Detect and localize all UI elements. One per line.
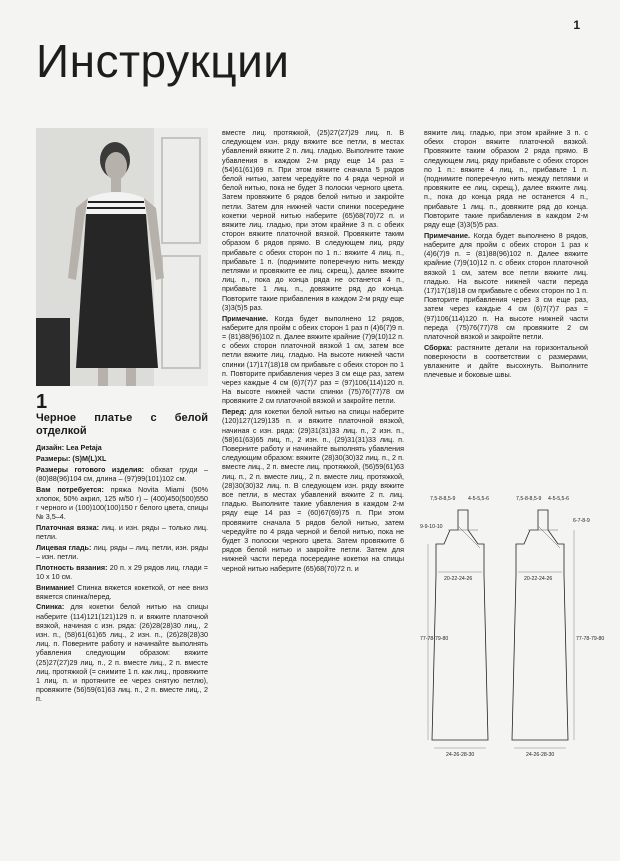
dim-label: 77-78-79-80: [420, 636, 449, 642]
paragraph: Перед: для кокетки белой нитью на спицы наберите (120)127(129)135 п. и вяжите платочной вязкой, начиная с изн. ряда: (29)31(31)33 лиц. п., 2 изн. п., (58)61(63)65 лиц. п., 2 изн. п., (29)31(31)33 лиц. п. Поверните работу и начинайте выполнять убавления следующим образом: вяжите (28)30(30)32 лиц. п., 2 п. вместе лиц., 2 п. вместе лиц. протяжкой, (56)59(61)63 лиц. п., 2 п. вместе лиц., 2 п. вместе лиц. протяжкой, (28)30(30)32 лиц. п. В следующем изн. ряду вяжите все петли, в местах убавлений вяжите 2 п. лиц. гладью. Выполните такие убавления в каждом 2-м ряду еще 14 раз = (60)67(69)75 п. При этом провяжите сначала 5 рядов белой нитью, затем чередуйте по 4 ряда черной и белой нитью, пока не будет 3 полоски черного цвета. Затем провяжите 6 рядов белой нитью и закройте петли. Затем для нижней части переда посередине кокетки на спицы черной нитью наберите (65)68(70)72 п. и: [222, 407, 404, 573]
back-schematic: [428, 510, 488, 748]
item-number: 1: [36, 391, 48, 413]
column-2: [222, 128, 404, 574]
design-line: Дизайн: Lea Petaja: [36, 443, 102, 453]
column-1: [36, 391, 209, 705]
dim-label: 24-26-28-30: [446, 752, 475, 758]
dim-label: 77-78-79-80: [576, 636, 605, 642]
paragraph: Примечание. Когда будет выполнено 12 рядов, наберите для пройм с обеих сторон 1 раз п (4)6(7)9 п. = (81)88(96)102 п. Далее вяжите крайние (7)9(10)12 п. с обеих сторон платочной вязкой 1 см, затем все петли вяжите лиц. гладью. На высоте нижней части спинки (17)17(18)18 см прибавьте с обеих сторон по 1 п. Повторите прибавления через 3 см еще раз, затем через каждые 4 см (6)7(7)7 раз = (97)106(114)120 п. На высоте нижней части спинки (75)76(77)78 см провяжите 2 см платочной вязкой и закройте петли.: [222, 313, 405, 406]
dim-label: 7,5-8-8,5-9: [516, 496, 542, 502]
dim-label: 4-5-5,5-6: [468, 496, 490, 502]
schematic-diagram: [420, 490, 605, 770]
dim-label: 24-26-28-30: [526, 752, 555, 758]
gauge: Плотность вязания: 20 п. x 29 рядов лиц. глади = 10 x 10 см.: [36, 562, 209, 581]
column-3: [424, 128, 588, 381]
front-schematic: [512, 510, 574, 748]
note: Внимание! Спинка вяжется кокеткой, от нее вниз вяжется спинка/перед.: [36, 582, 209, 601]
materials: Вам потребуется: пряжа Novita Miami (50% хлопок, 50% акрил, 125 м/50 г) – (400)450(500)550 г черного и (100)100(100)150 г белого цвета, спицы № 3,5–4.: [36, 484, 208, 522]
paragraph: вместе лиц. протяжкой, (25)27(27)29 лиц. п. В следующем изн. ряду вяжите все петли, в местах убавлений вяжите 2 п. лиц. гладью. Выполните такие убавления в каждом 2-м ряду еще 14 раз = (54)61(61)69 п. При этом вяжите сначала 5 рядов белой нитью, затем чередуйте по 4 ряда черной и белой нитью, пока не будет 3 полоски черного цвета. Затем провяжите 6 рядов белой нитью и закройте петли. Затем для нижней части спинки посередине кокетки черной нитью наберите (65)68(70)72 п. и вяжите лиц. гладью, при этом крайние 3 п. с обеих сторон вяжите платочной вязкой. Провяжите таким образом 6 рядов прямо. В следующем лиц. ряду прибавьте с обеих сторон по 1 п.: вяжите 4 лиц. п., прибавьте 1 п. (поднимите поперечную нить между петлями и провяжите ее лиц. скрещ.), далее вяжите лиц. п., пока до конца ряда не останется 4 п., прибавьте 1 лиц. п., довяжите ряд до конца. Повторите такие прибавления в каждом 2-м ряду еще (3)3(5)5 раз.: [222, 128, 404, 312]
item-title: Черное платье с белой отделкой: [36, 412, 208, 438]
paragraph: вяжите лиц. гладью, при этом крайние 3 п. с обеих сторон вяжите платочной вязкой. Провяжите таким образом 2 ряда прямо. В следующем лиц. ряду прибавьте с обеих сторон по 1 п.: вяжите 4 лиц. п., прибавьте 1 п. (поднимите поперечную нить между петлями и провяжите ее лиц. скрещ.), далее вяжите лиц. п., пока до конца ряда не останется 4 п., прибавьте 1 лиц. п., довяжите ряд до конца. Повторите такие прибавления в каждом 2-м ряду еще (3)3(5)5 раз.: [424, 128, 588, 230]
dim-label: 4-5-5,5-6: [548, 496, 570, 502]
model-photo: [36, 128, 208, 386]
sizes-line: Размеры: (S)M(L)XL: [36, 453, 107, 463]
dim-label: 9-9-10-10: [420, 524, 443, 530]
paragraph: Сборка: растяните детали на горизонтальной поверхности в соответствии с размерами, увлажните и дайте высохнуть. Выполните плечевые и боковые швы.: [424, 342, 589, 380]
dim-label: 7,5-8-8,5-9: [430, 496, 456, 502]
stockinette-stitch: Лицевая гладь: лиц. ряды – лиц. петли, изн. ряды – изн. петли.: [36, 542, 208, 561]
dim-label: 20-22-24-26: [524, 576, 553, 582]
back-instructions: Спинка: для кокетки белой нитью на спицы наберите (114)121(121)129 п. и вяжите платочной вязкой, начиная с изн. ряда: (26)28(28)30 лиц., 2 изн. п., (58)61(61)65 лиц., 2 изн. п., (26)28(28)30 лиц. п. Поверните работу и начинайте выполнять убавления следующим образом: вяжите (25)27(27)29 лиц. п., 2 п. вместе лиц., 2 п. вместе лиц. протяжкой (= снимите 1 п. как лиц., провяжите 1 лиц. п. и протяните ее через снятую петлю), провяжите (56)59(61)63 лиц. п., 2 п. вместе лиц., 2 п.: [36, 602, 209, 704]
paragraph: Примечание. Когда будет выполнено 8 рядов, наберите для пройм с обеих сторон 1 раз к (4)6(7)9 п. = (81)88(96)102 п. Далее вяжите крайние (7)9(10)12 п. с обеих сторон платочной вязкой 1 см, затем все петли вяжите лиц. гладью. На высоте нижней части переда (17)17(18)18 см прибавьте с обеих сторон по 1 п. Повторите прибавления через 3 см еще раз, затем через каждые 4 см (6)7(7)7 раз = (97)106(114)120 п. На высоте нижней части переда (75)76(77)78 см провяжите 2 см платочной вязкой и закройте петли.: [424, 230, 589, 341]
garter-stitch: Платочная вязка: лиц. и изн. ряды – только лиц. петли.: [36, 522, 209, 542]
dim-label: 20-22-24-26: [444, 576, 473, 582]
dim-label: 6-7-8-9: [573, 518, 590, 524]
page-number: 1: [573, 18, 580, 32]
finished-sizes: Размеры готового изделия: обхват груди – (80)88(96)104 см, длина – (97)99(101)102 см.: [36, 464, 208, 483]
page-title: Инструкции: [36, 35, 290, 87]
